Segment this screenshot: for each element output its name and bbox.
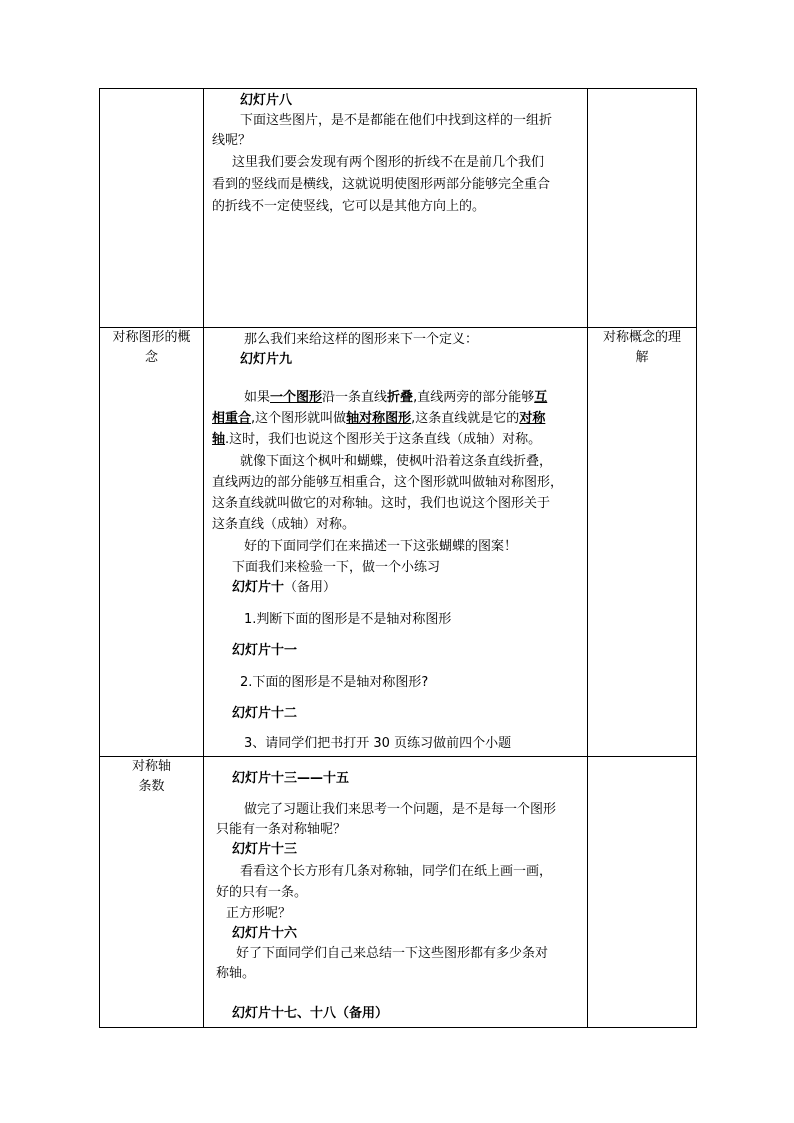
table-row [100,757,697,1028]
definition-line: 如果一个图形沿一条直线折叠,直线两旁的部分能够互 [244,390,548,405]
text-line: 直线两边的部分能够互相重合，这个图形就叫做轴对称图形， [212,475,564,490]
text-line: 那么我们来给这样的图形来下一个定义： [244,332,479,347]
text-line: 好了下面同学们自己来总结一下这些图形都有多少条对 [236,946,549,961]
exercise-line: 1.判断下面的图形是不是轴对称图形 [244,612,452,627]
table-row [100,328,697,757]
slide-title: 幻灯片八 [240,93,293,108]
exercise-line: 3、请同学们把书打开 30 页练习做前四个小题 [244,736,512,751]
text-line: 下面这些图片，是不是都能在他们中找到这样的一组折 [240,113,553,128]
slide-title: 幻灯片十六 [232,926,298,941]
slide-title: 幻灯片十二 [232,706,298,721]
text-line: 看看这个长方形有几条对称轴，同学们在纸上画一画， [240,864,553,879]
definition-term: 互 [534,390,548,405]
definition-term: 一个图形 [270,390,323,405]
definition-line: 相重合,这个图形就叫做轴对称图形,这条直线就是它的对称 [212,411,546,426]
text-line: 线呢？ [212,133,252,148]
topic-label [100,328,203,368]
note-label-line: 解 [635,350,649,365]
note-cell [588,89,697,328]
text-line: 下面我们来检验一下，做一个小练习 [232,560,441,575]
slide-title: 幻灯片十三 [232,842,298,857]
content-cell [204,89,588,328]
note-cell [588,757,697,1028]
topic-label-line: 念 [144,350,158,365]
note-label [588,328,696,368]
definition-term: 对称 [519,411,546,426]
topic-cell [100,328,204,757]
table-row [100,89,697,328]
definition-term: 轴 [212,432,226,447]
text-line: 只能有一条对称轴呢？ [216,822,347,837]
topic-cell [100,89,204,328]
text-line: 的折线不一定使竖线，它可以是其他方向上的。 [212,199,486,214]
slide-title: 幻灯片十一 [232,643,298,658]
slide-title: 幻灯片十三——十五 [232,771,350,786]
definition-term: 轴对称图形 [346,411,412,426]
definition-term: 折叠 [387,390,414,405]
topic-label [100,757,203,797]
note-cell [588,328,697,757]
text-line: 看到的竖线而是横线，这就说明使图形两部分能够完全重合 [212,177,551,192]
content-cell [204,757,588,1028]
slide-title: 幻灯片十（备用） [232,580,337,595]
text-line: 称轴。 [216,966,256,981]
text-line: 这条直线（成轴）对称。 [212,517,356,532]
text-line: 这条直线就叫做它的对称轴。这时，我们也说这个图形关于 [212,496,551,511]
slide-title: 幻灯片十七、十八（备用） [232,1006,389,1021]
text-line: 这里我们要会发现有两个图形的折线不在是前几个我们 [232,155,545,170]
topic-label-line: 对称轴 [131,759,171,774]
text-line: 正方形呢？ [226,906,292,921]
lesson-plan-table [99,88,697,1028]
definition-term: 相重合 [212,411,252,426]
text-line: 就像下面这个枫叶和蝴蝶，使枫叶沿着这条直线折叠， [240,454,553,469]
topic-cell [100,757,204,1028]
topic-label-line: 对称图形的概 [112,330,191,345]
text-line: 好的只有一条。 [216,885,308,900]
topic-label-line: 条数 [138,779,165,794]
text-line: 做完了习题让我们来思考一个问题，是不是每一个图形 [244,802,557,817]
text-line: 好的下面同学们在来描述一下这张蝴蝶的图案！ [244,539,518,554]
exercise-line: 2.下面的图形是不是轴对称图形? [240,675,429,690]
definition-line: 轴.这时，我们也说这个图形关于这条直线（成轴）对称。 [212,432,542,447]
note-label-line: 对称概念的理 [602,330,681,345]
content-cell [204,328,588,757]
slide-title: 幻灯片九 [240,352,293,367]
